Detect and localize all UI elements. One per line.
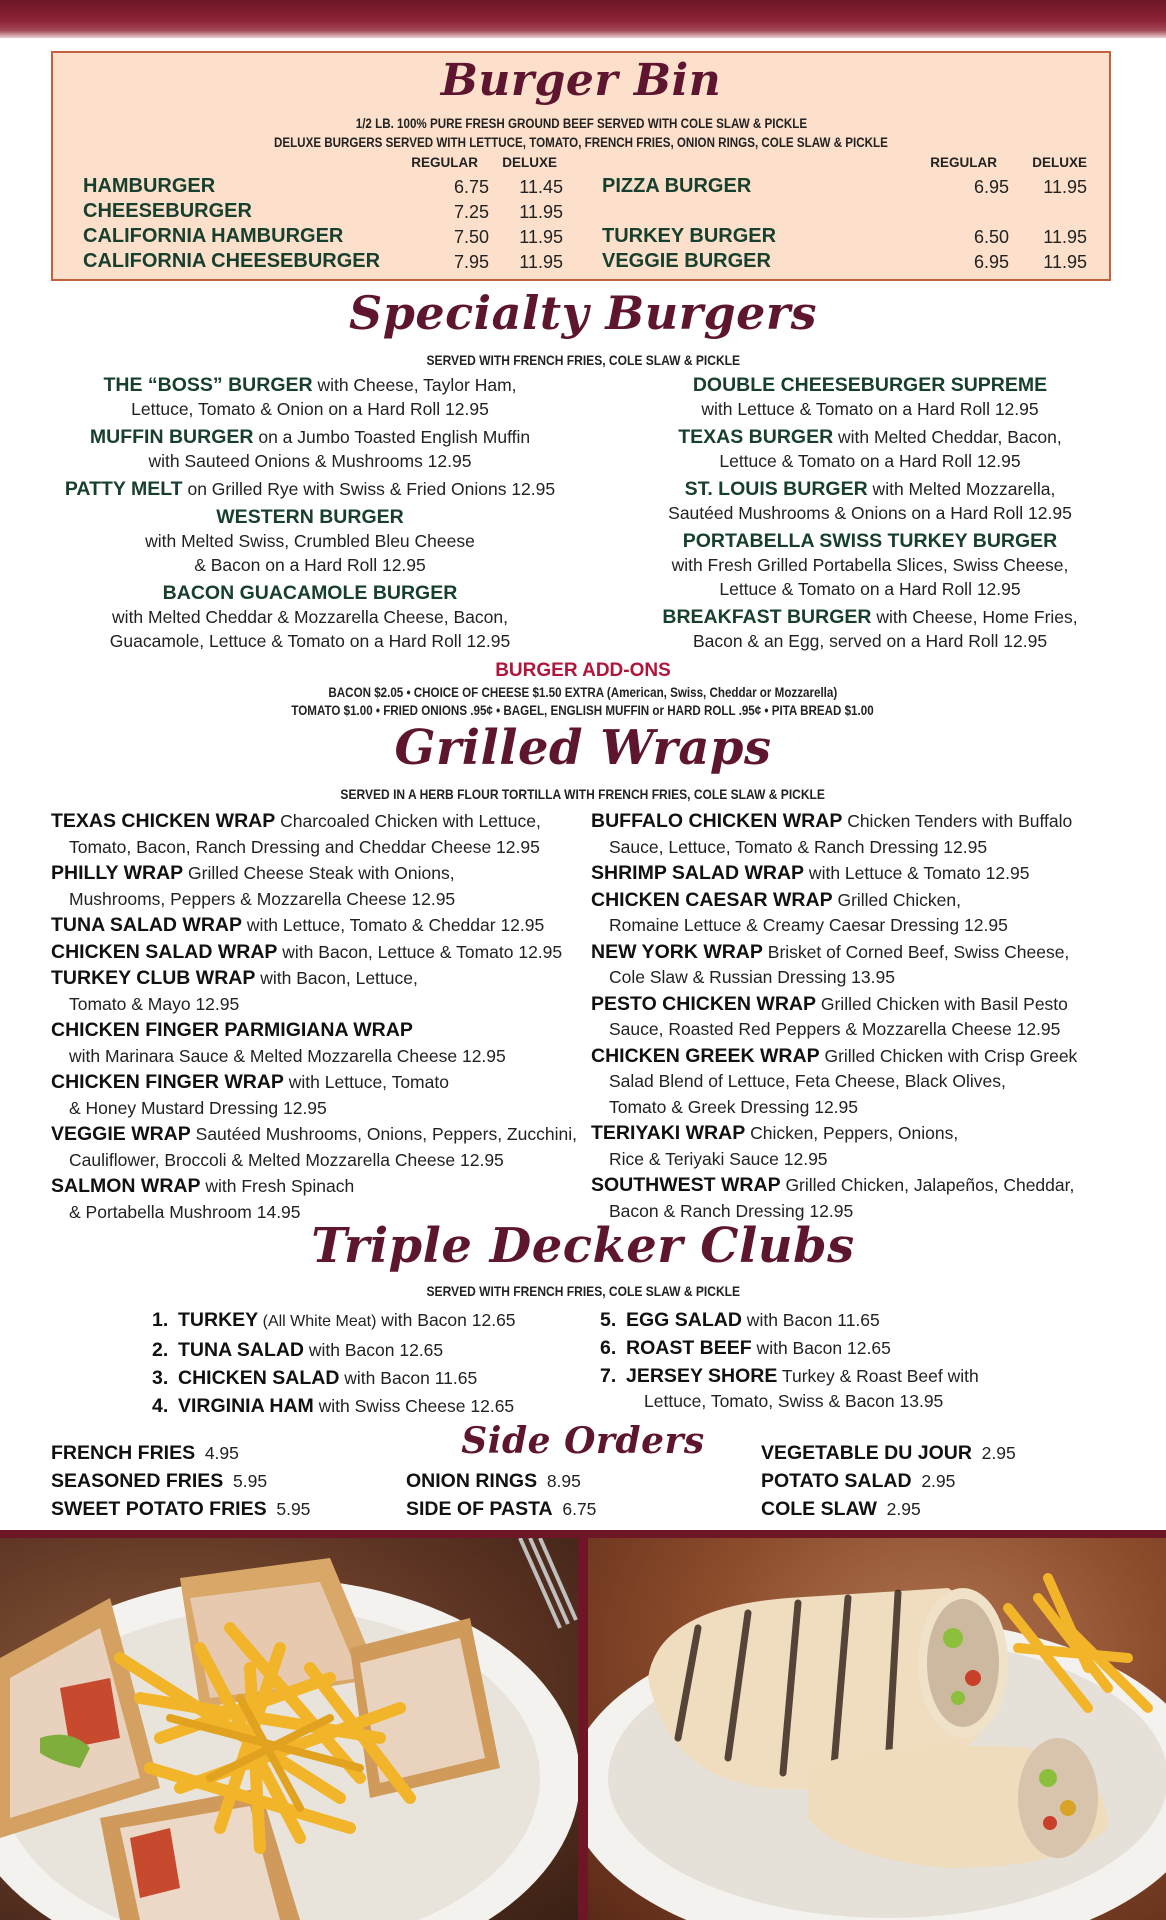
wrap-item: SHRIMP SALAD WRAP with Lettuce & Tomato 12.95 [591,862,1030,884]
bin-price-deluxe: 11.95 [1043,177,1087,197]
club-sandwich-illustration [0,1538,578,1920]
bin-price-regular: 6.95 [973,177,1009,197]
deluxe-col-header-right: DELUXE [1032,155,1087,170]
sides-col-2 [406,1467,706,1523]
side-item: SEASONED FRIES 5.95 [51,1470,268,1492]
wraps-subtitle: SERVED IN A HERB FLOUR TORTILLA WITH FRENCH FRIES, COLE SLAW & PICKLE [340,786,826,802]
club-item-desc: Lettuce, Tomato, Swiss & Bacon 13.95 [644,1391,944,1411]
side-item: POTATO SALAD 2.95 [761,1470,956,1492]
clubs-right-column [600,1306,1120,1412]
specialty-item: PORTABELLA SWISS TURKEY BURGER with Fresh Grilled Portabella Slices, Swiss Cheese, Lettuce & Tomato on a Hard Roll 12.95 [671,530,1069,599]
side-item: ONION RINGS 8.95 [406,1470,581,1492]
specialty-item: ST. LOUIS BURGER with Melted Mozzarella, Sautéed Mushrooms & Onions on a Hard Roll 12.95 [668,478,1072,523]
side-orders-title: Side Orders [461,1420,705,1462]
bin-price-regular: 7.25 [453,202,489,222]
bin-price-deluxe: 11.95 [519,202,563,222]
bin-price-deluxe: 11.95 [1043,227,1087,247]
bin-price-deluxe: 11.95 [519,252,563,272]
side-item: COLE SLAW 2.95 [761,1498,921,1520]
bin-item: HAMBURGER [83,175,216,197]
club-item: 3. CHICKEN SALAD with Bacon 11.65 [152,1367,478,1389]
clubs-left-column [152,1306,592,1420]
grilled-wrap-photo [588,1538,1166,1920]
wrap-item: CHICKEN CAESAR WRAP Grilled Chicken, Romaine Lettuce & Creamy Caesar Dressing 12.95 [591,888,1008,935]
side-item: VEGETABLE DU JOUR 2.95 [761,1442,1016,1464]
wrap-item: TERIYAKI WRAP Chicken, Peppers, Onions, Rice & Teriyaki Sauce 12.95 [591,1122,959,1169]
wrap-item: TURKEY CLUB WRAP with Bacon, Lettuce, Tomato & Mayo 12.95 [51,967,418,1014]
wraps-right-column [591,809,1151,1225]
specialty-item: WESTERN BURGER with Melted Swiss, Crumbled Bleu Cheese & Bacon on a Hard Roll 12.95 [145,506,475,575]
club-item: 6. ROAST BEEF with Bacon 12.65 [600,1337,891,1359]
club-item: 2. TUNA SALAD with Bacon 12.65 [152,1339,444,1361]
bin-price-regular: 6.95 [973,252,1009,272]
bin-price-deluxe: 11.95 [519,227,563,247]
specialty-right-column [600,373,1140,657]
club-sandwich-photo [0,1538,578,1920]
burger-bin-line2: DELUXE BURGERS SERVED WITH LETTUCE, TOMATO, FRENCH FRIES, ONION RINGS, COLE SLAW & PICKLE [274,135,888,150]
specialty-item: DOUBLE CHEESEBURGER SUPREME with Lettuce & Tomato on a Hard Roll 12.95 [692,374,1048,419]
deluxe-col-header: DELUXE [502,155,557,170]
specialty-item: PATTY MELT on Grilled Rye with Swiss & Fried Onions 12.95 [64,478,556,500]
club-item: 7. JERSEY SHORE Turkey & Roast Beef with [600,1365,979,1387]
club-item: 5. EGG SALAD with Bacon 11.65 [600,1309,880,1331]
bin-price-regular: 7.95 [453,252,489,272]
bin-item: CHEESEBURGER [83,200,252,222]
specialty-title: Specialty Burgers [348,286,818,340]
burger-addons-line1: BACON $2.05 • CHOICE OF CHEESE $1.50 EXTRA (American, Swiss, Cheddar or Mozzarella) [328,685,838,700]
wrap-item: VEGGIE WRAP Sautéed Mushrooms, Onions, Peppers, Zucchini, Cauliflower, Broccoli & Melted Mozzarella Cheese 12.95 [51,1123,577,1170]
specialty-item: BREAKFAST BURGER with Cheese, Home Fries, Bacon & an Egg, served on a Hard Roll 12.95 [662,606,1078,651]
side-item: SIDE OF PASTA 6.75 [406,1498,597,1520]
wrap-item: SALMON WRAP with Fresh Spinach & Portabella Mushroom 14.95 [51,1175,355,1222]
bin-item: PIZZA BURGER [602,175,752,197]
wrap-item: NEW YORK WRAP Brisket of Corned Beef, Swiss Cheese, Cole Slaw & Russian Dressing 13.95 [591,940,1070,987]
burger-addons-title: BURGER ADD-ONS [495,660,671,681]
clubs-title: Triple Decker Clubs [311,1218,855,1274]
bin-item: VEGGIE BURGER [602,250,771,272]
bin-item: CALIFORNIA CHEESEBURGER [83,250,381,272]
wrap-item: CHICKEN FINGER WRAP with Lettuce, Tomato & Honey Mustard Dressing 12.95 [51,1071,449,1118]
burger-bin-line1: 1/2 LB. 100% PURE FRESH GROUND BEEF SERVED WITH COLE SLAW & PICKLE [355,116,807,131]
top-decorative-band [0,0,1166,38]
side-item: SWEET POTATO FRIES 5.95 [51,1498,311,1520]
wrap-item: SOUTHWEST WRAP Grilled Chicken, Jalapeños, Cheddar, Bacon & Ranch Dressing 12.95 [591,1174,1075,1221]
wrap-item: CHICKEN FINGER PARMIGIANA WRAP with Marinara Sauce & Melted Mozzarella Cheese 12.95 [51,1019,506,1066]
regular-col-header: REGULAR [411,155,478,170]
regular-col-header-right: REGULAR [930,155,997,170]
clubs-subtitle: SERVED WITH FRENCH FRIES, COLE SLAW & PICKLE [426,1283,740,1299]
bin-price-regular: 7.50 [453,227,489,247]
sides-col-1 [51,1439,381,1523]
wrap-item: TEXAS CHICKEN WRAP Charcoaled Chicken with Lettuce, Tomato, Bacon, Ranch Dressing and Cheddar Cheese 12.95 [51,810,541,857]
burger-bin-box [51,51,1111,281]
specialty-left-column [40,373,580,657]
bin-item: TURKEY BURGER [602,225,777,247]
specialty-item: TEXAS BURGER with Melted Cheddar, Bacon, Lettuce & Tomato on a Hard Roll 12.95 [678,426,1062,471]
club-item: 1. TURKEY (All White Meat) with Bacon 12.65 [152,1309,516,1331]
side-item: FRENCH FRIES 4.95 [51,1442,239,1464]
wraps-title: Grilled Wraps [394,720,772,776]
specialty-item: THE “BOSS” BURGER with Cheese, Taylor Ham, Lettuce, Tomato & Onion on a Hard Roll 12.95 [103,374,517,419]
wrap-item: TUNA SALAD WRAP with Lettuce, Tomato & Cheddar 12.95 [51,914,545,936]
bin-price-regular: 6.50 [973,227,1009,247]
specialty-item: MUFFIN BURGER on a Jumbo Toasted English Muffin with Sauteed Onions & Mushrooms 12.95 [89,426,531,471]
burger-addons-line2: TOMATO $1.00 • FRIED ONIONS .95¢ • BAGEL, ENGLISH MUFFIN or HARD ROLL .95¢ • PITA BREAD $1.00 [291,703,875,718]
burger-bin-title: Burger Bin [440,55,722,106]
bin-price-deluxe: 11.95 [1043,252,1087,272]
bin-price-deluxe: 11.45 [519,177,563,197]
grilled-wrap-illustration [588,1538,1166,1920]
bin-price-regular: 6.75 [453,177,489,197]
wrap-item: BUFFALO CHICKEN WRAP Chicken Tenders with Buffalo Sauce, Lettuce, Tomato & Ranch Dressing 12.95 [591,810,1073,857]
specialty-subtitle: SERVED WITH FRENCH FRIES, COLE SLAW & PICKLE [426,352,740,368]
wraps-left-column [51,809,581,1226]
sides-col-3 [761,1439,1091,1523]
specialty-item: BACON GUACAMOLE BURGER with Melted Cheddar & Mozzarella Cheese, Bacon, Guacamole, Lettuce & Tomato on a Hard Roll 12.95 [109,582,511,651]
wrap-item: CHICKEN GREEK WRAP Grilled Chicken with Crisp Greek Salad Blend of Lettuce, Feta Cheese, Black Olives, Tomato & Greek Dressing 12.95 [591,1044,1078,1117]
wrap-item: PESTO CHICKEN WRAP Grilled Chicken with Basil Pesto Sauce, Roasted Red Peppers & Mozzarella Cheese 12.95 [591,992,1068,1039]
wrap-item: PHILLY WRAP Grilled Cheese Steak with Onions, Mushrooms, Peppers & Mozzarella Cheese 12.95 [51,862,456,909]
club-item: 4. VIRGINIA HAM with Swiss Cheese 12.65 [152,1395,515,1417]
wrap-item: CHICKEN SALAD WRAP with Bacon, Lettuce & Tomato 12.95 [51,940,563,963]
bin-item: CALIFORNIA HAMBURGER [83,225,344,247]
